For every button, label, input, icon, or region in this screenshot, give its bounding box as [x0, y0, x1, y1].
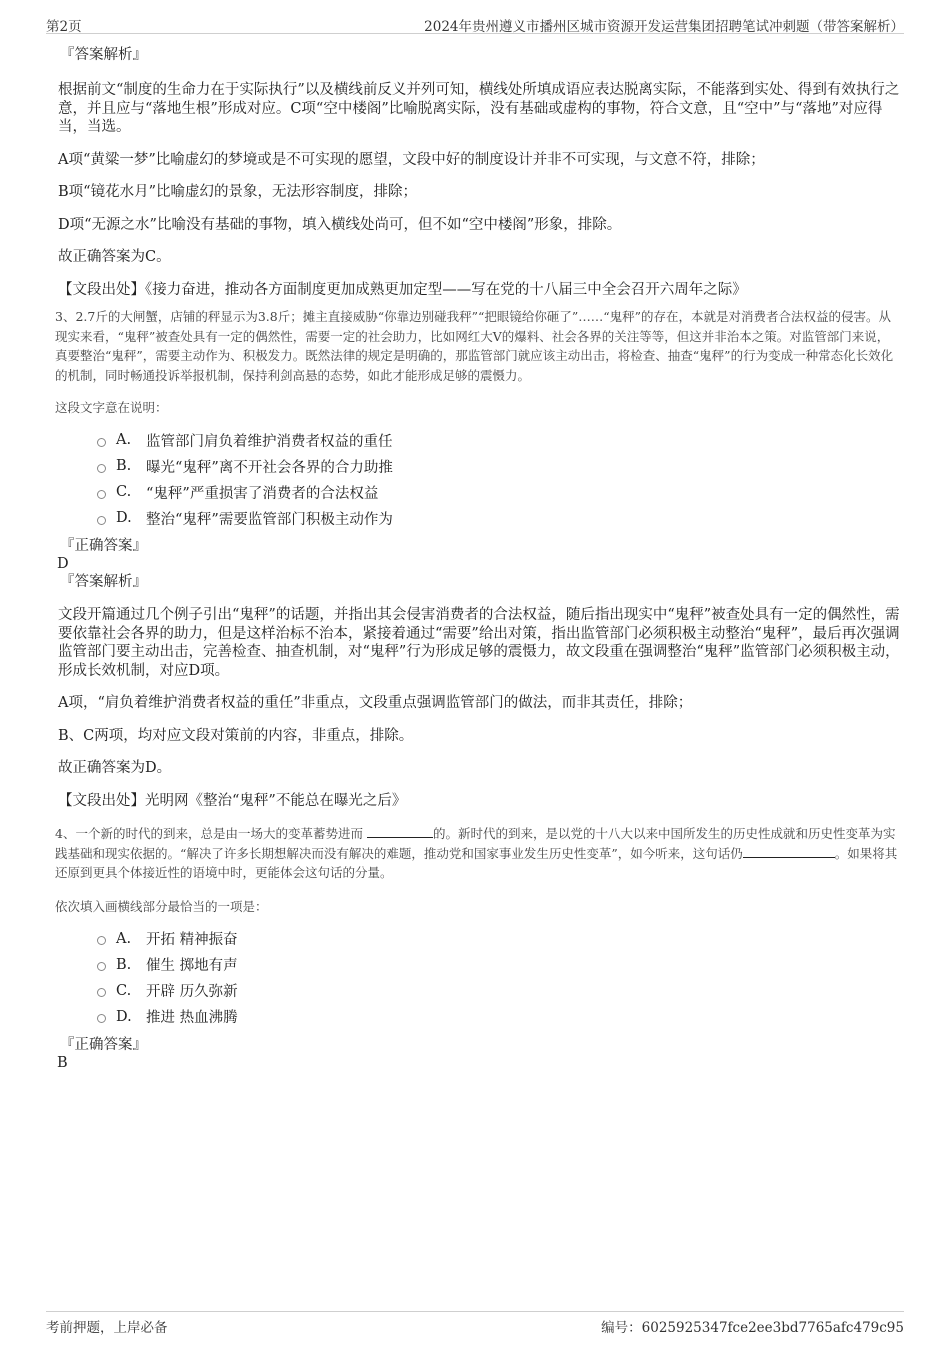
correct-answer-label: 『正确答案』 [60, 1036, 147, 1053]
analysis-label: 『答案解析』 [60, 47, 147, 63]
option-a[interactable]: A. 开拓 精神振奋 [97, 926, 900, 952]
source-note: 【文段出处】光明网《整治“鬼秤”不能总在曝光之后》 [58, 792, 407, 809]
question-3-text: 3、2.7斤的大闸蟹，店铺的秤显示为3.8斤；摊主直接威胁“你靠边别碰我秤”“把眼镜给你砸了”……“鬼秤”的存在，本就是对消费者合法权益的侵害。从现实来看，“鬼秤”被查处具有一定的偶然性，需要一定的社会助力，比如网红大V的爆料、社会各界的关注等等，但这并非治本之策。对监管部门来说，真要整治“鬼秤”，需要主动作为、积极发力。既然法律的规定是明确的，那监管部门就应该主动出击，将检查、抽查“鬼秤”的行为变成一种常态化长效化的机制，同时畅通投诉举报机制，保持利剑高悬的态势，如此才能形成足够的震慑力。 [55, 309, 894, 383]
analysis-conclusion: 故正确答案为C。 [58, 249, 171, 265]
analysis-paragraph: B项“镜花水月”比喻虚幻的景象，无法形容制度，排除； [58, 184, 417, 200]
radio-icon[interactable] [97, 1014, 106, 1023]
question-4-prompt: 依次填入画横线部分最恰当的一项是： [55, 898, 268, 914]
option-a[interactable]: A. 监管部门肩负着维护消费者权益的重任 [97, 427, 900, 453]
question-4-options [97, 926, 900, 1030]
radio-icon[interactable] [97, 988, 106, 997]
option-b[interactable]: B. 曝光“鬼秤”离不开社会各界的合力助推 [97, 453, 900, 479]
analysis-paragraph: A项，“肩负着维护消费者权益的重任”非重点，文段重点强调监管部门的做法，而非其责任，排除； [58, 695, 693, 711]
analysis-paragraph: D项“无源之水”比喻没有基础的事物，填入横线处尚可，但不如“空中楼阁”形象，排除。 [58, 216, 622, 233]
option-d[interactable]: D. 整治“鬼秤”需要监管部门积极主动作为 [97, 505, 900, 531]
radio-icon[interactable] [97, 936, 106, 945]
option-d[interactable]: D. 推进 热血沸腾 [97, 1004, 900, 1030]
fill-blank-2[interactable] [743, 845, 835, 858]
page-footer [46, 1311, 904, 1336]
document-title: 2024年贵州遵义市播州区城市资源开发运营集团招聘笔试冲刺题（带答案解析） [424, 19, 904, 35]
analysis-conclusion: 故正确答案为D。 [58, 760, 172, 776]
page-number: 第2页 [46, 19, 82, 35]
option-c[interactable]: C. “鬼秤”严重损害了消费者的合法权益 [97, 479, 900, 505]
page-header [46, 13, 904, 34]
document-id: 编号：6025925347fce2ee3bd7765afc479c95 [601, 1320, 904, 1336]
analysis-paragraph: 文段开篇通过几个例子引出“鬼秤”的话题，并指出其会侵害消费者的合法权益，随后指出现实中“鬼秤”被查处具有一定的偶然性，需要依靠社会各界的助力，但是这样治标不治本，紧接着通过“需要”给出对策，指出监管部门必须积极主动整治“鬼秤”，最后再次强调监管部门要主动出击，完善检查、抽查机制，对“鬼秤”行为形成足够的震慑力，故文段重在强调整治“鬼秤”监管部门必须积极主动，形成长效机制，对应D项。 [58, 607, 900, 679]
option-b[interactable]: B. 催生 掷地有声 [97, 952, 900, 978]
question-4-text: 4、一个新的时代的到来，总是由一场大的变革蓄势进而 的。新时代的到来，是以党的十八大以来中国所发生的历史性成就和历史性变革为实践基础和现实依据的。“解决了许多长期想解决而没有解决的难题，推动党和国家事业发生历史性变革”，如今听来，这句话仍 。如果将其还原到更具个体接近性的语境中时，更能体会这句话的分量。 [55, 826, 898, 880]
question-3-prompt: 这段文字意在说明： [55, 400, 168, 415]
option-c[interactable]: C. 开辟 历久弥新 [97, 978, 900, 1004]
question-3-options [97, 427, 900, 531]
document-body [55, 44, 900, 1072]
radio-icon[interactable] [97, 962, 106, 971]
correct-answer: B [57, 1054, 68, 1071]
radio-icon[interactable] [97, 464, 106, 473]
analysis-label: 『答案解析』 [60, 574, 147, 590]
correct-answer-label: 『正确答案』 [60, 538, 147, 554]
footer-slogan: 考前押题，上岸必备 [46, 1320, 168, 1336]
analysis-paragraph: 根据前文“制度的生命力在于实际执行”以及横线前反义并列可知，横线处所填成语应表达脱离实际，不能落到实处、得到有效执行之意，并且应与“落地生根”形成对应。C项“空中楼阁”比喻脱离实际，没有基础或虚构的事物，符合文意，且“空中”与“落地”对应得当，当选。 [58, 82, 900, 135]
correct-answer: D [57, 556, 69, 572]
source-note: 【文段出处】《接力奋进，推动各方面制度更加成熟更加定型——写在党的十八届三中全会召开六周年之际》 [58, 281, 747, 298]
radio-icon[interactable] [97, 438, 106, 447]
radio-icon[interactable] [97, 490, 106, 499]
analysis-paragraph: B、C两项，均对应文段对策前的内容，非重点，排除。 [58, 727, 414, 744]
radio-icon[interactable] [97, 516, 106, 525]
fill-blank-1[interactable] [367, 825, 433, 838]
analysis-paragraph: A项“黄粱一梦”比喻虚幻的梦境或是不可实现的愿望，文段中好的制度设计并非不可实现，与文意不符，排除； [58, 151, 765, 168]
